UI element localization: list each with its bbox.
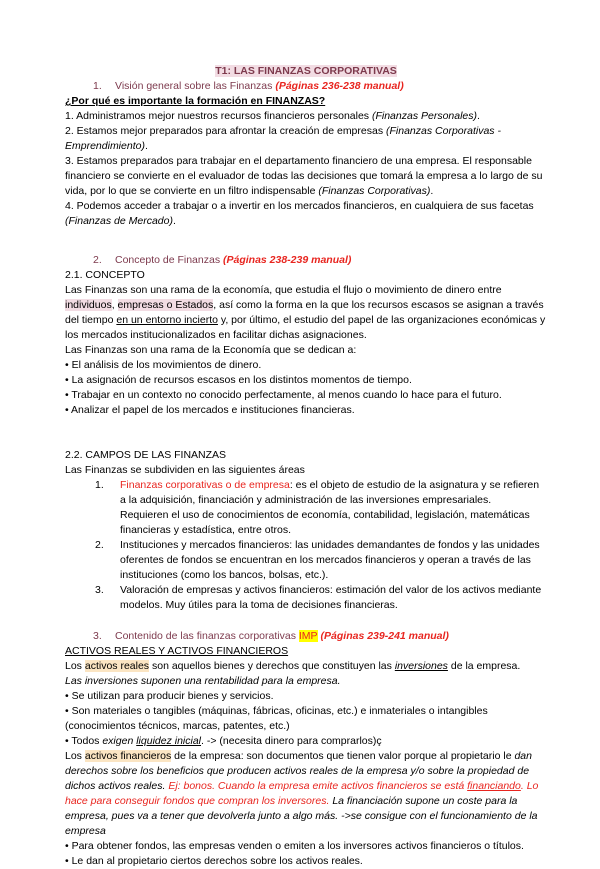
list-number: 3.: [95, 584, 104, 596]
activos-reales-paragraph: [65, 659, 547, 674]
underlined-term: en un entorno incierto: [116, 314, 218, 326]
italic-term: exigen: [102, 735, 134, 747]
intro-item-2: [65, 124, 547, 154]
intro-end: .: [144, 140, 148, 152]
area-item-text: Instituciones y mercados financieros: las unidades demandantes de fondos y las unidades oferentes de fondos se encuentran en los mercados financieros y operan a través de las instituciones (como los bancos, bolsas, etc.).: [120, 539, 540, 581]
intro-end: .: [430, 185, 434, 197]
section-heading-3: [65, 629, 547, 644]
page-title: [65, 64, 547, 79]
section-heading-2: [65, 253, 547, 268]
body-text: Las Finanzas son una rama de la economía, que estudia el flujo o movimiento de dinero entre: [65, 284, 502, 296]
body-text: de la empresa.: [447, 660, 521, 672]
italic-text: La financiación supone un coste para la empresa, pues va a tener que devolverla junto a algo más. ->se consigue con el funcionamiento de la empresa: [65, 795, 538, 837]
intro-end: .: [172, 215, 176, 227]
body-text: de la empresa: son documentos que tienen valor porque al propietario le: [171, 750, 515, 762]
intro-term: (Finanzas de Mercado): [65, 215, 173, 227]
page-title-text: T1: LAS FINANZAS CORPORATIVAS: [215, 65, 397, 77]
highlighted-term: empresas o Estados: [117, 299, 214, 311]
intro-text: 3. Estamos preparados para trabajar en el departamento financiero de una empresa. El responsable financiero se convierte en el evaluador de todas las decisiones que tomará la empresa a lo largo de su vida, por lo que se convierte en un filtro indispensable: [65, 155, 543, 197]
body-text: , así como la forma en la que los recursos escasos se asignan a través del tiempo: [65, 299, 544, 326]
body-text: Los: [65, 750, 85, 762]
highlighted-term: individuos: [65, 299, 112, 311]
intro-end: .: [477, 110, 480, 122]
section-heading-1: [65, 79, 547, 94]
activos-financieros-paragraph: [65, 749, 547, 839]
list-number: 2.: [95, 539, 104, 551]
intro-item-3: [65, 154, 547, 199]
intro-term: (Finanzas Personales): [371, 110, 478, 122]
italic-underlined-term: inversiones: [394, 660, 448, 672]
italic-underlined-term: liquidez inicial: [136, 735, 202, 747]
italic-text: dan derechos sobre los beneficios que producen activos reales de la empresa y/o sobre la propiedad de dichos activos reales.: [65, 750, 532, 792]
red-italic-text: Ej: bonos. Cuando la empresa emite activos financieros se está: [168, 780, 468, 792]
intro-text: 2. Estamos mejor preparados para afrontar la creación de empresas: [65, 125, 386, 137]
area-item-1: [65, 478, 547, 538]
intro-item-4: [65, 199, 547, 229]
area-term-red: Finanzas corporativas o de empresa: [120, 479, 290, 491]
red-underlined-term: financiando: [467, 780, 521, 792]
area-item-2: [65, 538, 547, 583]
subsection-title-campos: 2.2. CAMPOS DE LAS FINANZAS: [65, 449, 227, 461]
pages-reference: (Páginas 239-241 manual): [320, 630, 449, 642]
area-item-text: [120, 478, 547, 508]
bullet-item: • El análisis de los movimientos de dinero.: [65, 359, 262, 371]
body-text: . -> (necesita dinero para comprarlos)ç: [201, 735, 382, 747]
body-text: son aquellos bienes y derechos que constituyen las: [149, 660, 395, 672]
red-italic-text: . Lo hace para conseguir fondos que compran los inversores.: [65, 780, 539, 807]
pages-reference: (Páginas 236-238 manual): [275, 80, 404, 92]
area-item-body: [120, 478, 547, 538]
bullet-item-runs: [65, 734, 547, 749]
imp-badge: IMP: [298, 630, 318, 642]
section-heading-text: [115, 253, 351, 268]
heading-label: Contenido de las finanzas corporativas: [115, 630, 299, 642]
intro-text: 1. Administramos mejor nuestros recursos financieros personales: [65, 110, 372, 122]
bullet-item: • Para obtener fondos, las empresas venden o emiten a los inversores activos financieros o títulos.: [65, 840, 524, 852]
intro-text: 4. Podemos acceder a trabajar o a invertir en los mercados financieros, en cualquiera de sus facetas: [65, 200, 534, 212]
campos-intro: Las Finanzas se subdividen en las siguientes áreas: [65, 464, 305, 476]
intro-item-1: [65, 109, 547, 124]
bullet-item: • Le dan al propietario ciertos derechos sobre los activos reales.: [65, 855, 363, 867]
bullet-item: • La asignación de recursos escasos en los distintos momentos de tiempo.: [65, 374, 412, 386]
heading-label: Visión general sobre las Finanzas: [115, 80, 276, 92]
area-item-text2: Requieren el uso de conocimientos de economía, contabilidad, legislación, matemáticas financieras y estadística, entre otros.: [120, 509, 530, 536]
reales-note: Las inversiones suponen una rentabilidad para la empresa.: [65, 675, 341, 687]
section-heading-text: [115, 629, 449, 644]
highlighted-term: activos reales: [84, 660, 150, 672]
heading-label: Concepto de Finanzas: [115, 254, 223, 266]
area-item-3: [65, 583, 547, 613]
section-number: 3.: [93, 630, 102, 642]
question-heading: ¿Por qué es importante la formación en FINANZAS?: [65, 95, 326, 107]
intro-term: (Finanzas Corporativas - Emprendimiento): [65, 125, 501, 152]
body-text: : es el objeto de estudio de la asignatura y se refieren a la adquisición, financiación y administración de las inversiones empresariales.: [120, 479, 540, 506]
subsection-title-concepto: 2.1. CONCEPTO: [65, 269, 145, 281]
concepto-paragraph: [65, 283, 547, 343]
bullet-item: • Trabajar en un contexto no conocido perfectamente, al menos cuando lo hace para el futuro.: [65, 389, 502, 401]
section-number: 2.: [93, 254, 102, 266]
activos-title: ACTIVOS REALES Y ACTIVOS FINANCIEROS: [65, 645, 289, 657]
bullet-item: • Analizar el papel de los mercados e instituciones financieras.: [65, 404, 355, 416]
highlighted-term: activos financieros: [84, 750, 172, 762]
dedican-intro: Las Finanzas son una rama de la Economía que se dedican a:: [65, 344, 357, 356]
section-number: 1.: [93, 80, 102, 92]
area-item-text: Valoración de empresas y activos financieros: estimación del valor de los activos mediante modelos. Muy útiles para la toma de decisiones financieras.: [120, 584, 542, 611]
section-heading-text: [115, 79, 404, 94]
body-text: • Todos: [65, 735, 103, 747]
intro-term: (Finanzas Corporativas): [318, 185, 431, 197]
pages-reference: (Páginas 238-239 manual): [222, 254, 352, 266]
bullet-item: • Se utilizan para producir bienes y servicios.: [65, 690, 274, 702]
body-text: Los: [65, 660, 85, 672]
list-number: 1.: [95, 479, 104, 491]
bullet-item: • Son materiales o tangibles (máquinas, fábricas, oficinas, etc.) e inmateriales o intangibles (conocimientos técnicos, marcas, patentes, etc.): [65, 705, 488, 732]
body-text: ,: [111, 299, 118, 311]
body-text: y, por último, el estudio del papel de las organizaciones económicas y los mercados institucionalizados en facilitar dichas asignaciones.: [65, 314, 546, 341]
